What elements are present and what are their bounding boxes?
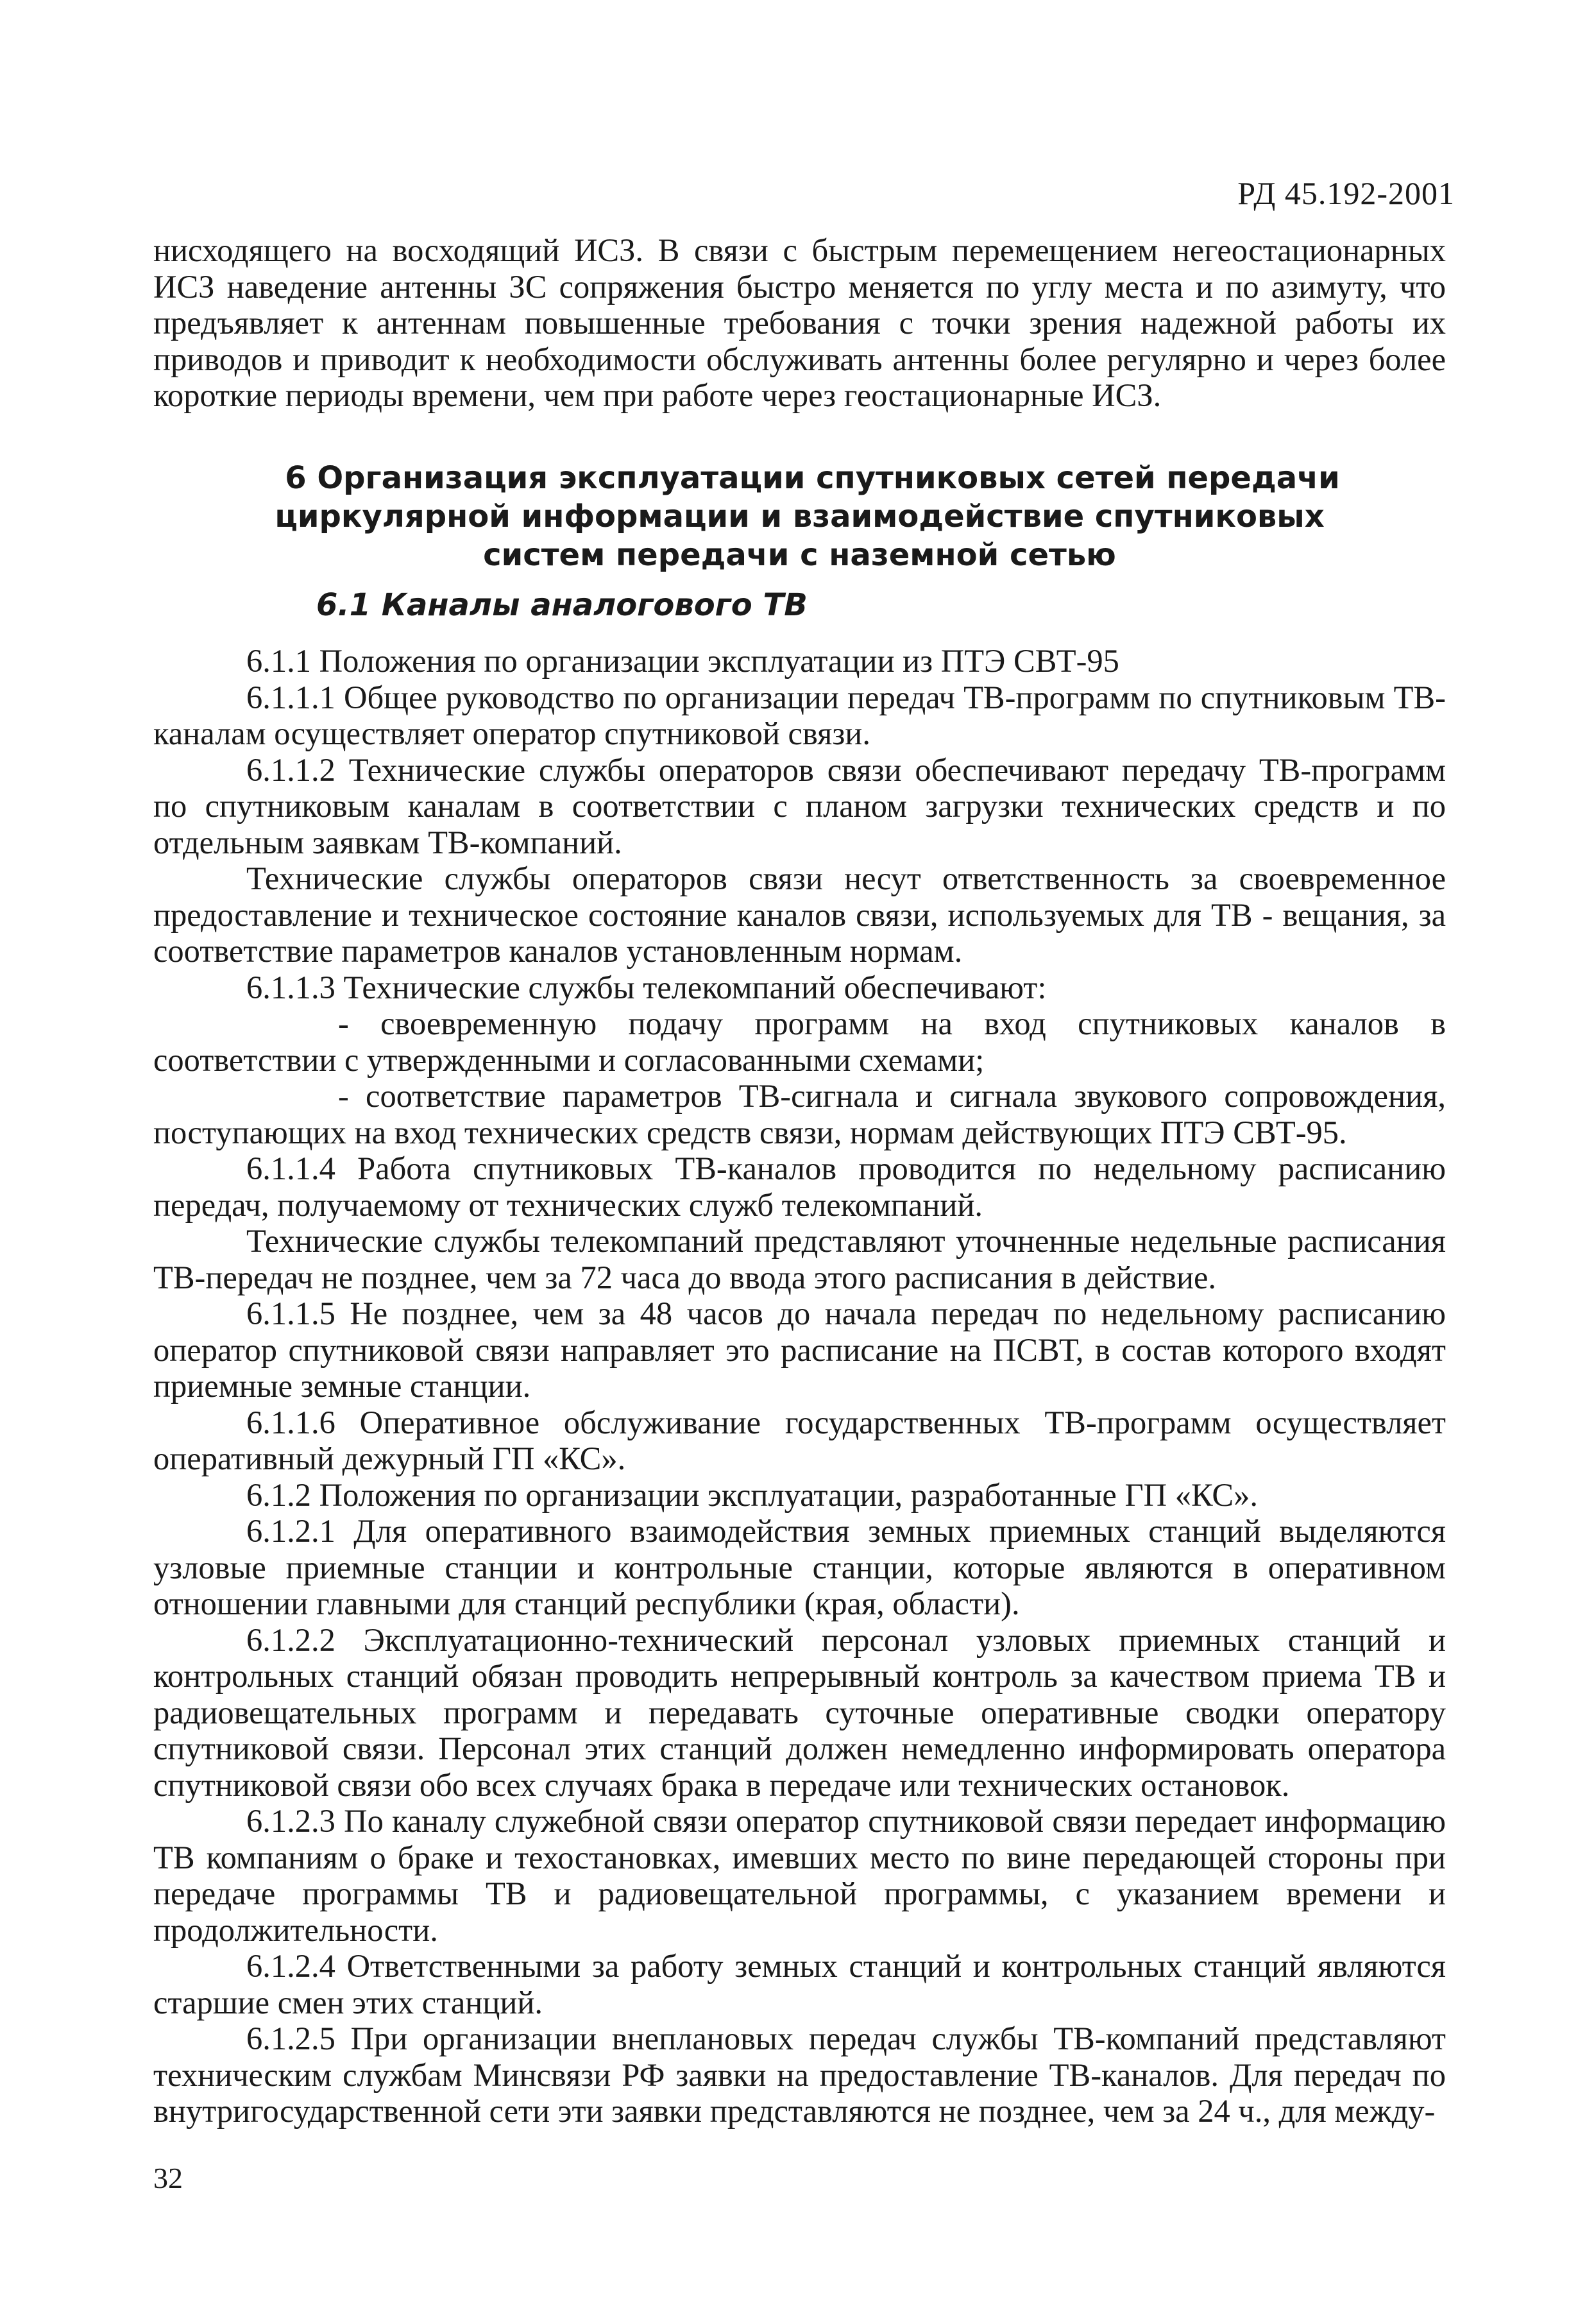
paragraph-6-1-2-4: 6.1.2.4 Ответственными за работу земных станций и контрольных станций являются старшие смен этих станций. — [153, 1948, 1446, 2021]
paragraph-6-1-1-4: 6.1.1.4 Работа спутниковых ТВ-каналов проводится по недельному расписанию передач, получаемому от технических служб телекомпаний. — [153, 1150, 1446, 1223]
section-heading-line: циркулярной информации и взаимодействие спутниковых — [275, 499, 1325, 534]
paragraph-schedule: Технические службы телекомпаний представляют уточненные недельные расписания ТВ-передач не позднее, чем за 72 часа до ввода этого расписания в действие. — [153, 1223, 1446, 1295]
paragraph-6-1-2: 6.1.2 Положения по организации эксплуатации, разработанные ГП «КС». — [246, 1476, 1258, 1513]
section-heading-block — [153, 459, 1446, 623]
subsection-heading: 6.1 Каналы аналогового ТВ — [316, 587, 808, 623]
paragraph-6-1-1-1: 6.1.1.1 Общее руководство по организации передач ТВ-программ по спутниковым ТВ-каналам осуществляет оператор спутниковой связи. — [153, 679, 1446, 751]
paragraph-6-1-1-3: 6.1.1.3 Технические службы телекомпаний обеспечивают: — [246, 969, 1047, 1005]
section-heading — [153, 459, 1446, 574]
main-text — [153, 643, 1446, 2130]
paragraph-6-1-1-2: 6.1.1.2 Технические службы операторов связи обеспечивают передачу ТВ-программ по спутниковым каналам в соответствии с планом загрузки технических средств и по отдельным заявкам ТВ-компаний. — [153, 751, 1446, 860]
paragraph-6-1-1-6: 6.1.1.6 Оперативное обслуживание государственных ТВ-программ осуществляет оперативный дежурный ГП «КС». — [153, 1404, 1446, 1476]
page-number: 32 — [153, 2162, 183, 2194]
paragraph-6-1-2-1: 6.1.2.1 Для оперативного взаимодействия земных приемных станций выделяются узловые приемные станции и контрольные станции, которые являются в оперативном отношении главными для станций республики (края, области). — [153, 1513, 1446, 1621]
paragraph-6-1-2-2: 6.1.2.2 Эксплуатационно-технический персонал узловых приемных станций и контрольных станций обязан проводить непрерывный контроль за качеством приема ТВ и радиовещательных программ и передавать суточные оперативные сводки оператору спутниковой связи. Персонал этих станций должен немедленно информировать оператора спутниковой связи обо всех случаях брака в передаче или технических остановок. — [153, 1621, 1446, 1803]
paragraph-responsibility: Технические службы операторов связи несут ответственность за своевременное предоставление и техническое состояние каналов связи, используемых для ТВ - вещания, за соответствие параметров каналов установленным нормам. — [153, 860, 1446, 969]
section-heading-line: систем передачи с наземной сетью — [483, 537, 1116, 573]
document-code: РД 45.192-2001 — [1237, 175, 1455, 211]
list-item-timely-delivery: - своевременную подачу программ на вход спутниковых каналов в соответствии с утвержденными и согласованными схемами; — [153, 1005, 1446, 1078]
paragraph-6-1-1: 6.1.1 Положения по организации эксплуатации из ПТЭ СВТ-95 — [246, 643, 1119, 679]
section-heading-line: 6 Организация эксплуатации спутниковых сетей передачи — [285, 460, 1340, 496]
list-item-signal-compliance: - соответствие параметров ТВ-сигнала и сигнала звукового сопровождения, поступающих на вход технических средств связи, нормам действующих ПТЭ СВТ-95. — [153, 1078, 1446, 1150]
intro-paragraph: нисходящего на восходящий ИСЗ. В связи с быстрым перемещением негеостационарных ИСЗ наведение антенны ЗС сопряжения быстро меняется по углу места и по азимуту, что предъявляет к антеннам повышенные требования с точки зрения надежной работы их приводов и приводит к необходимости обслуживать антенны более регулярно и через более короткие периоды времени, чем при работе через геостационарные ИСЗ. — [153, 232, 1446, 413]
paragraph-6-1-1-5: 6.1.1.5 Не позднее, чем за 48 часов до начала передач по недельному расписанию оператор спутниковой связи направляет это расписание на ПСВТ, в состав которого входят приемные земные станции. — [153, 1295, 1446, 1404]
paragraph-6-1-2-5: 6.1.2.5 При организации внеплановых передач службы ТВ-компаний представляют техническим службам Минсвязи РФ заявки на предоставление ТВ-каналов. Для передач по внутригосударственной сети эти заявки представляются не позднее, чем за 24 ч., для между- — [153, 2021, 1446, 2129]
paragraph-6-1-2-3: 6.1.2.3 По каналу служебной связи оператор спутниковой связи передает информацию ТВ компаниям о браке и техостановках, имевших место по вине передающей стороны при передаче программы ТВ и радиовещательной программы, с указанием времени и продолжительности. — [153, 1803, 1446, 1948]
intro-text — [153, 232, 1446, 414]
